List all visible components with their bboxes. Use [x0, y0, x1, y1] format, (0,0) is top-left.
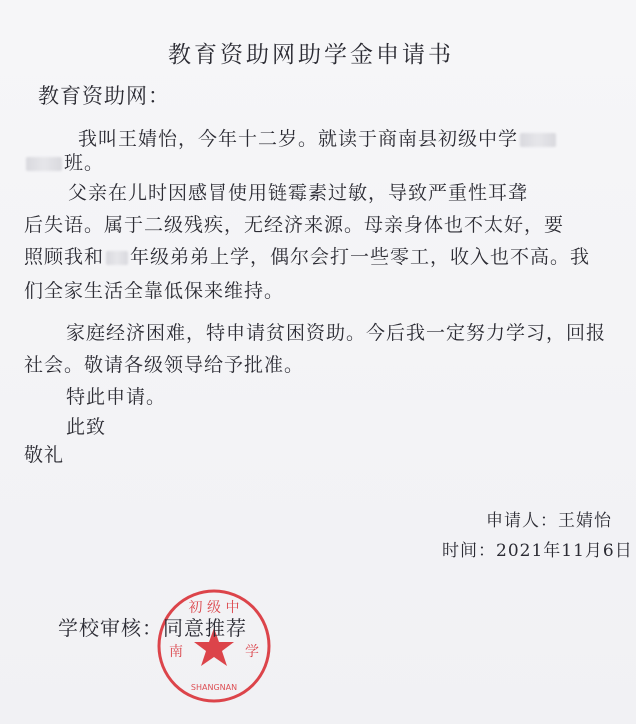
salutation: 教育资助网：	[38, 84, 170, 108]
svg-text:初 级 中: 初 级 中	[188, 600, 240, 616]
svg-text:南: 南	[169, 644, 183, 660]
paragraph-3-line-2: 社会。敬请各级领导给予批准。	[24, 354, 305, 376]
svg-text:SHANGNAN: SHANGNAN	[190, 683, 238, 692]
paragraph-2-line-2: 后失语。属于二级残疾，无经济来源。母亲身体也不太好，要	[24, 214, 565, 236]
svg-text:学: 学	[245, 644, 259, 660]
closing-request: 特此申请。	[66, 386, 167, 408]
closing-cizhi: 此致	[66, 416, 107, 438]
school-seal	[154, 586, 274, 706]
paragraph-2-line-4: 们全家生活全靠低保来维持。	[24, 280, 285, 302]
paragraph-1-text: 我叫王婧怡，今年十二岁。就读于商南县初级中学	[78, 128, 519, 150]
applicant-name: 申请人：王婧怡	[486, 511, 612, 531]
closing-jingli: 敬礼	[24, 444, 65, 466]
paragraph-1-line-1	[78, 124, 558, 151]
seal-graphic	[154, 586, 274, 706]
paragraph-2-line-1: 父亲在儿时因感冒使用链霉素过敏，导致严重性耳聋	[68, 182, 529, 204]
paragraph-3-line-1: 家庭经济困难，特申请贫困资助。今后我一定努力学习，回报	[66, 322, 607, 344]
redaction-mark	[520, 133, 556, 147]
redaction-mark	[106, 251, 128, 265]
letter-title: 教育资助网助学金申请书	[168, 42, 454, 68]
paragraph-1-line-2	[24, 148, 104, 175]
redaction-mark	[26, 157, 62, 171]
paragraph-2-line-3b: 年级弟弟上学，偶尔会打一些零工，收入也不高。我	[130, 246, 591, 268]
school-review-signature: 学校审核：同意推荐	[58, 616, 247, 640]
paragraph-2-line-3	[24, 242, 590, 269]
application-date: 时间：2021年11月6日	[442, 541, 633, 561]
paragraph-2-line-3a: 照顾我和	[24, 246, 105, 268]
paragraph-1-end: 班。	[64, 152, 105, 174]
